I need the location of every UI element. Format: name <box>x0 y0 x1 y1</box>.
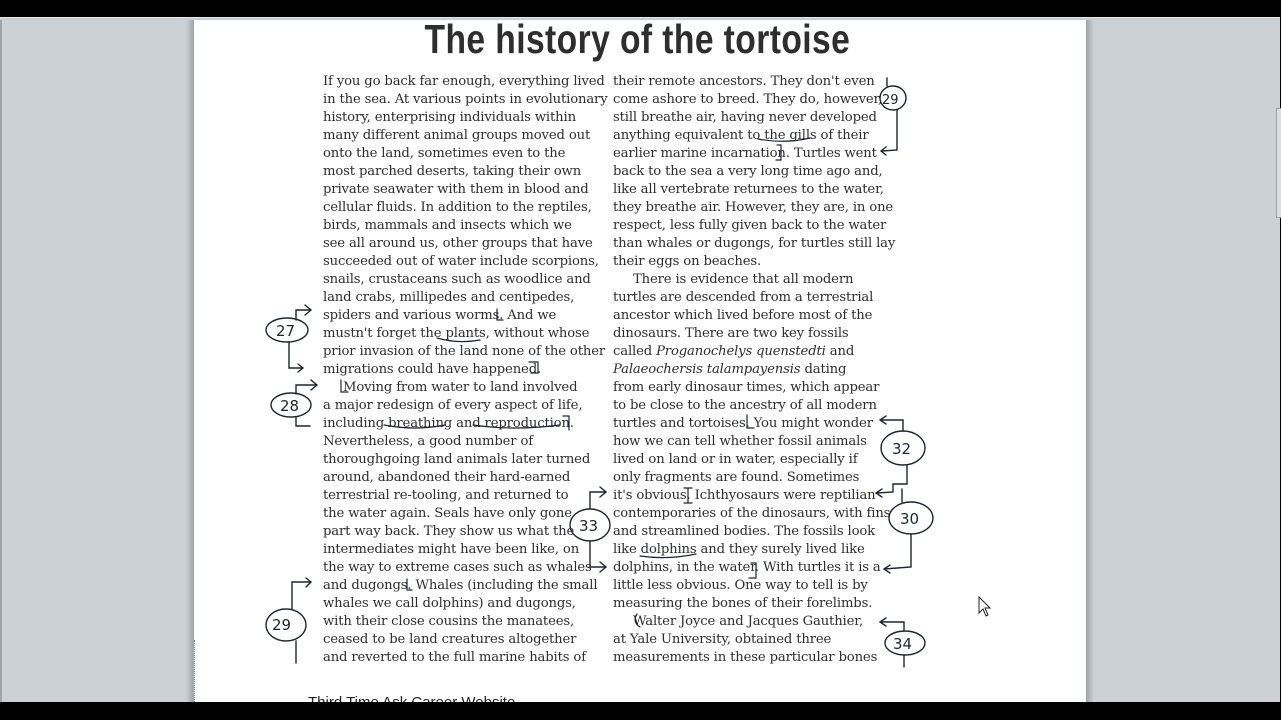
vertical-scrollbar-thumb[interactable] <box>1276 108 1281 218</box>
text-line: migrations could have happened. <box>323 362 542 377</box>
document-title: The history of the tortoise <box>424 16 851 62</box>
text-line: Nevertheless, a good number of <box>323 434 534 449</box>
text-line: respect, less fully given back to the water <box>613 218 887 233</box>
page-margin-marker <box>194 640 196 702</box>
top-black-bar <box>0 0 1280 17</box>
bottom-black-bar <box>0 702 1280 720</box>
text-line: succeeded out of water include scorpions, <box>323 254 599 269</box>
text-line: still breathe air, having never developed <box>613 110 877 125</box>
text-line: dolphins, in the water. With turtles it is a <box>613 560 881 575</box>
species-name: Proganochelys quenstedti <box>656 344 826 359</box>
text-line: to be close to the ancestry of all modern <box>613 398 877 413</box>
text-line: and streamlined bodies. The fossils look <box>613 524 876 539</box>
text-line: a major redesign of every aspect of life, <box>323 398 583 413</box>
svg-text:30: 30 <box>900 510 920 528</box>
text-line: only fragments are found. Sometimes <box>613 470 860 485</box>
text-line: ancestor which lived before most of the <box>613 308 873 323</box>
text-line: whales we call dolphins) and dugongs, <box>323 596 576 611</box>
text-line: little less obvious. One way to tell is by <box>613 578 868 593</box>
text-line: including breathing and reproduction. <box>323 416 574 431</box>
text-span: and <box>825 344 855 359</box>
text-line: Walter Joyce and Jacques Gauthier, <box>633 614 864 629</box>
text-line: onto the land, sometimes even to the <box>323 146 566 161</box>
text-line: intermediates might have been like, on <box>323 542 580 557</box>
document-page <box>194 16 1086 702</box>
text-line: their eggs on beaches. <box>613 254 762 269</box>
text-line: history, enterprising individuals within <box>323 110 576 125</box>
left-text-column <box>323 73 608 667</box>
text-line: land crabs, millipedes and centipedes, <box>323 290 575 305</box>
text-line: and reverted to the full marine habits of <box>323 650 586 665</box>
text-line: terrestrial re-tooling, and returned to <box>323 488 569 503</box>
text-line: mustn't forget the plants, without whose <box>323 326 590 341</box>
svg-text:32: 32 <box>892 440 912 458</box>
text-line: like all vertebrate returnees to the water, <box>613 182 884 197</box>
text-line: anything equivalent to the gills of their <box>613 128 869 143</box>
text-line: the way to extreme cases such as whales <box>323 560 592 575</box>
text-line: Moving from water to land involved <box>343 380 578 395</box>
svg-text:29: 29 <box>882 93 899 108</box>
svg-text:34: 34 <box>893 635 913 653</box>
text-line: contemporaries of the dinosaurs, with fins <box>613 506 891 521</box>
text-line: back to the sea a very long time ago and, <box>613 164 883 179</box>
text-line: around, abandoned their hard-earned <box>323 470 571 485</box>
text-line: it's obvious. Ichthyosaurs were reptilian <box>613 488 876 503</box>
viewer-left-edge <box>0 20 2 702</box>
text-line: most parched deserts, taking their own <box>323 164 582 179</box>
page-shadow-left <box>186 20 194 702</box>
text-line: with their close cousins the manatees, <box>323 614 575 629</box>
text-line: If you go back far enough, everything lived <box>323 74 605 89</box>
text-span: called <box>613 344 657 359</box>
right-text-column <box>613 73 903 667</box>
document-viewer[interactable] <box>0 16 1280 702</box>
text-line: see all around us, other groups that have <box>323 236 593 251</box>
text-line: spiders and various worms. And we <box>323 308 557 323</box>
page-shadow-right <box>1086 20 1094 702</box>
text-span: dating <box>800 362 847 377</box>
text-line: private seawater with them in blood and <box>323 182 589 197</box>
text-line <box>613 361 903 379</box>
text-line: the water again. Seals have only gone <box>323 506 572 521</box>
text-line: and dugongs. Whales (including the small <box>323 578 598 593</box>
text-line: cellular fluids. In addition to the reptiles, <box>323 200 592 215</box>
text-line <box>613 343 903 361</box>
text-line: ceased to be land creatures altogether <box>323 632 577 647</box>
text-line: in the sea. At various points in evolutionary <box>323 92 608 107</box>
text-line: part way back. They show us what the <box>323 524 575 539</box>
text-line: prior invasion of the land none of the other <box>323 344 606 359</box>
text-line: their remote ancestors. They don't even <box>613 74 875 89</box>
text-line: they breathe air. However, they are, in one <box>613 200 894 215</box>
text-line: lived on land or in water, especially if <box>613 452 858 467</box>
text-line: than whales or dugongs, for turtles still lay <box>613 236 896 251</box>
text-line: thoroughgoing land animals later turned <box>323 452 591 467</box>
svg-text:27: 27 <box>276 322 296 340</box>
text-line: come ashore to breed. They do, however, <box>613 92 883 107</box>
text-line: how we can tell whether fossil animals <box>613 434 867 449</box>
text-line: There is evidence that all modern <box>633 272 854 287</box>
text-line: turtles and tortoises. You might wonder <box>613 416 873 431</box>
text-line: dinosaurs. There are two key fossils <box>613 326 849 341</box>
text-line: at Yale University, obtained three <box>613 632 832 647</box>
text-line: many different animal groups moved out <box>323 128 591 143</box>
svg-text:29: 29 <box>272 616 292 634</box>
mouse-cursor-icon <box>978 596 992 618</box>
text-line: measuring the bones of their forelimbs. <box>613 596 873 611</box>
text-line: turtles are descended from a terrestrial <box>613 290 874 305</box>
species-name: Palaeochersis talampayensis <box>613 362 801 377</box>
text-line: earlier marine incarnation. Turtles went <box>613 146 877 161</box>
text-line: measurements in these particular bones <box>613 650 878 665</box>
text-line: birds, mammals and insects which we <box>323 218 572 233</box>
text-line: snails, crustaceans such as woodlice and <box>323 272 591 287</box>
text-line: from early dinosaur times, which appear <box>613 380 880 395</box>
text-line: like dolphins and they surely lived like <box>613 542 865 557</box>
svg-text:33: 33 <box>579 517 599 535</box>
svg-text:28: 28 <box>280 397 300 415</box>
